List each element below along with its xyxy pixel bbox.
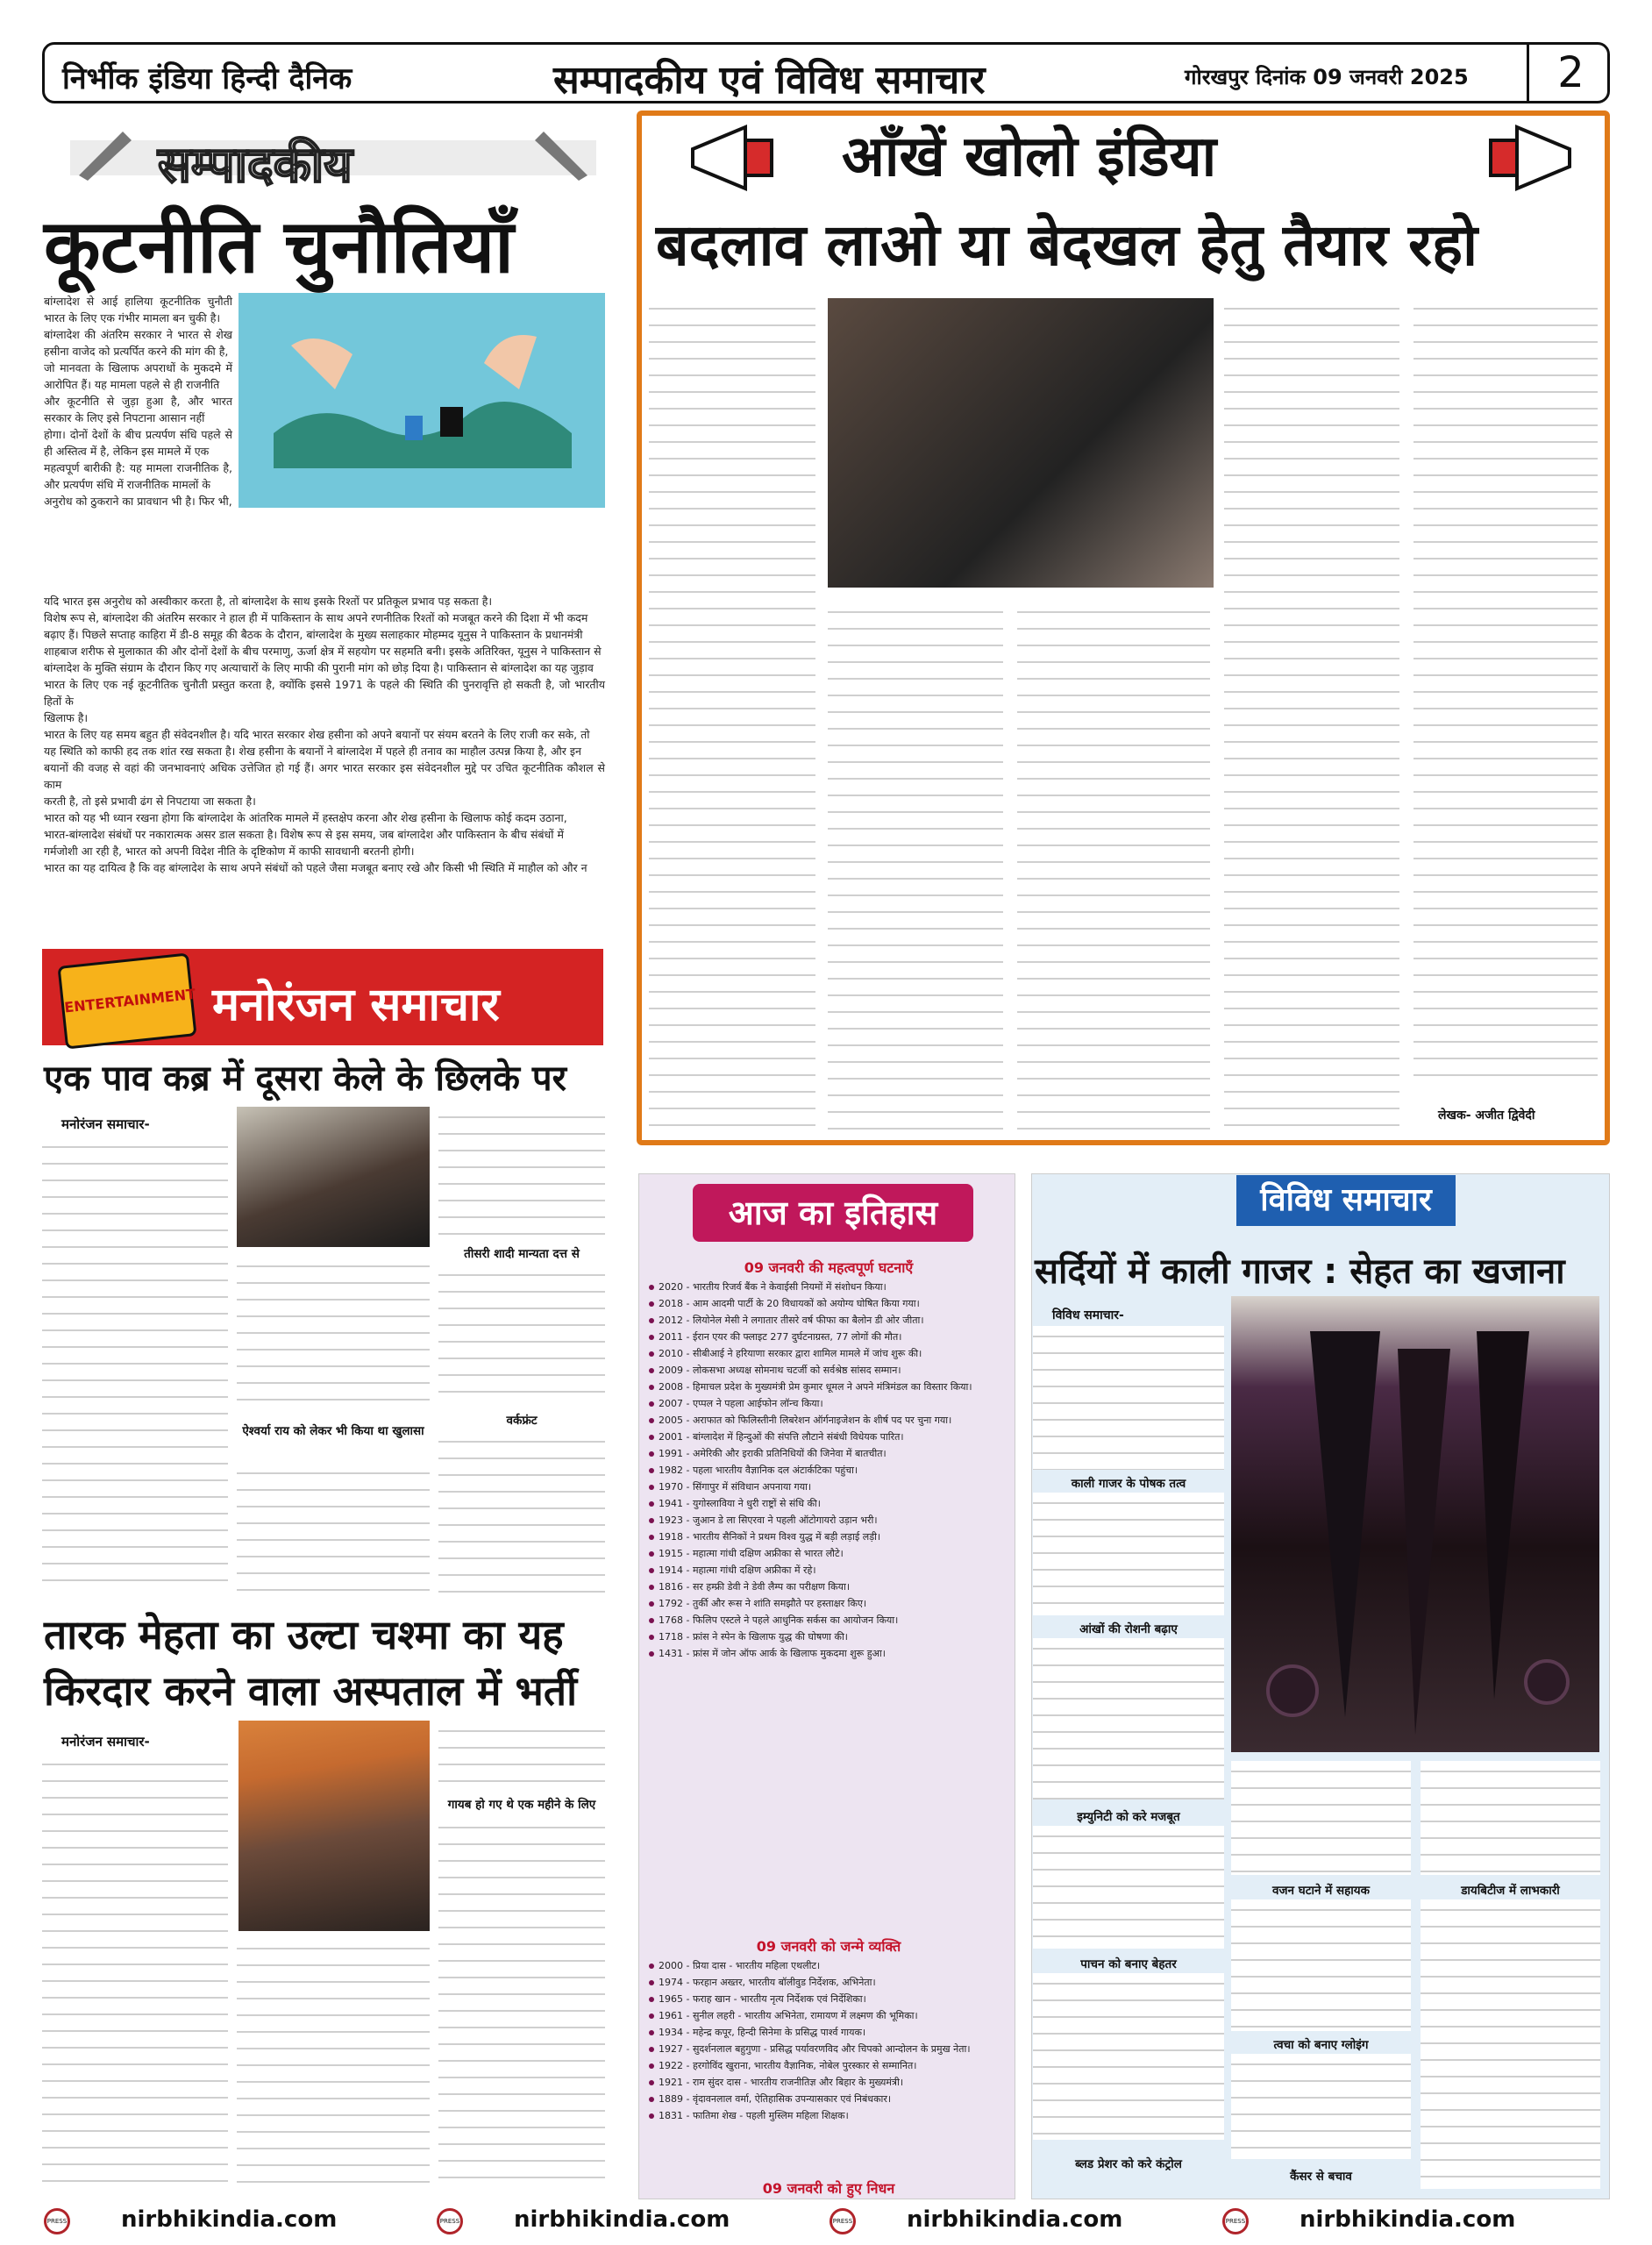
bullet-icon <box>649 2063 654 2069</box>
history-events-list <box>649 1280 1008 1664</box>
history-item-text: 2018 - आम आदमी पार्टी के 20 विधायकों को अयोग्य घोषित किया गया। <box>659 1298 920 1309</box>
history-item-text: 1923 - जुआन डे ला सिएरवा ने पहली ऑटोगायरो उड़ान भरी। <box>659 1514 878 1526</box>
editorial-line: बांग्लादेश की अंतरिम सरकार ने भारत से शेख हसीना वाजेद को प्रत्यर्पित करने की मांग की है, <box>44 328 232 358</box>
history-item-text: 1927 - सुदर्शनलाल बहुगुणा - प्रसिद्ध पर्यावरणविद और चिपको आन्दोलन के प्रमुख नेता। <box>659 2043 971 2055</box>
history-item-text: 2010 - सीबीआई ने हरियाणा सरकार द्वारा शामिल मामले में जांच शुरू की। <box>659 1348 922 1359</box>
editorial-wide-line: बयानों की वजह से वहां की जनभावनाएं अधिक उत्तेजित हो गई हैं। अगर भारत सरकार इस संवेदनशील मुद्दे पर उचित कूटनीतिक कौशल से काम <box>44 761 605 791</box>
aankhen-column-text <box>1413 298 1598 1087</box>
history-item-text: 2005 - अराफात को फिलिस्तीनी लिबरेशन ऑर्गनाइजेशन के शीर्ष पद पर चुना गया। <box>659 1415 952 1426</box>
article2-column-text <box>438 1817 605 2192</box>
carrot-illustration <box>1231 1296 1599 1752</box>
editorial-wide-line: यह स्थिति को काफी हद तक शांत रख सकता है। शेख हसीना के बयानों ने बांग्लादेश में पहले ही तनाव का माहौल उत्पन्न किया है, और इन <box>44 745 581 758</box>
article1-column-text <box>438 1107 605 1238</box>
history-item <box>649 1597 1008 1611</box>
history-item-text: 1431 - फ्रांस में जोन ऑफ आर्क के खिलाफ मुकदमा शुरू हुआ। <box>659 1648 886 1659</box>
actor-photo <box>237 1107 430 1247</box>
editorial-wide-line: भारत के लिए एक नई कूटनीतिक चुनौती प्रस्तुत करता है, क्योंकि इससे 1971 के पहले की स्थिति की पुनरावृत्ति हो सकती है, जो भारतीय हितों के <box>44 678 605 708</box>
bullet-icon <box>649 1401 654 1407</box>
editorial-line: अनुरोध को ठुकराने का प्रावधान भी है। फिर भी, <box>44 495 232 508</box>
bullet-icon <box>649 1651 654 1657</box>
editorial-wide-line: बढ़ाए हैं। पिछले सप्ताह काहिरा में डी-8 समूह की बैठक के दौरान, बांग्लादेश के मुख्य सलाहकार मोहम्मद यूनुस ने पाकिस्तान के प्रधानमंत्री <box>44 628 583 641</box>
bullet-icon <box>649 1551 654 1557</box>
bullet-icon <box>649 1568 654 1573</box>
history-item-text: 1889 - वृंदावनलाल वर्मा, ऐतिहासिक उपन्यासकार एवं निबंधकार। <box>659 2093 892 2105</box>
history-item <box>649 1464 1008 1478</box>
bullet-icon <box>649 2080 654 2085</box>
bullet-icon <box>649 1635 654 1640</box>
vividh-subhead: पाचन को बनाए बेहतर <box>1080 1957 1177 1971</box>
history-item <box>649 1564 1008 1578</box>
history-item-text: 1915 - महात्मा गांधी दक्षिण अफ्रीका से भारत लौटे। <box>659 1548 844 1559</box>
paper-name: निर्भीक इंडिया हिन्दी दैनिक <box>62 61 352 96</box>
article1-subhead: ऐश्वर्या राय को लेकर भी किया था खुलासा <box>242 1424 424 1438</box>
footer-site[interactable]: nirbhikindia.com <box>907 2206 1123 2233</box>
history-item <box>649 1297 1008 1311</box>
history-item <box>649 2059 1008 2073</box>
editorial-wide-line: भारत-बांग्लादेश संबंधों पर नकारात्मक असर डाल सकता है। विशेष रूप से इस समय, जब बांग्लादेश और पाकिस्तान के बीच संबंधों में <box>44 828 564 841</box>
history-item <box>649 1497 1008 1511</box>
history-item-text: 2007 - एप्पल ने पहला आईफोन लॉन्च किया। <box>659 1398 823 1409</box>
bullet-icon <box>649 1501 654 1507</box>
bullet-icon <box>649 2113 654 2119</box>
history-item <box>649 1580 1008 1594</box>
vividh-subhead: आंखों की रोशनी बढ़ाए <box>1079 1622 1178 1636</box>
editorial-wide-line: करती है, तो इसे प्रभावी ढंग से निपटाया जा सकता है। <box>44 795 256 808</box>
vividh-subhead: काली गाजर के पोषक तत्व <box>1071 1477 1186 1491</box>
history-item-text: 1918 - भारतीय सैनिकों ने प्रथम विश्व युद्ध में बड़ी लड़ाई लड़ी। <box>659 1531 881 1543</box>
editorial-wide-line: शाहबाज शरीफ से मुलाकात की और दोनों देशों के बीच परमाणु, ऊर्जा क्षेत्र में सहयोग पर सहमति बनी। इसके अतिरिक्त, यूनुस ने पाकिस्तान से <box>44 645 602 658</box>
footer-site[interactable]: nirbhikindia.com <box>514 2206 730 2233</box>
history-item-text: 2020 - भारतीय रिजर्व बैंक ने केवाईसी नियमों में संशोधन किया। <box>659 1281 887 1293</box>
editorial-line: और कूटनीति से जुड़ा हुआ है, और भारत सरकार के लिए इसे निपटाना आसान नहीं <box>44 395 232 424</box>
article1-headline: एक पाव कब्र में दूसरा केले के छिलके पर <box>44 1058 566 1099</box>
vividh-column-text <box>1421 1761 1600 1875</box>
vividh-subhead: डायबिटीज में लाभकारी <box>1461 1884 1560 1898</box>
editorial-wide-line: बांग्लादेश के मुक्ति संग्राम के दौरान किए गए अत्याचारों के लिए माफी की पुरानी मांग को छोड़ दिया है। पाकिस्तान से बांग्लादेश का यह जुड़ाव <box>44 661 594 674</box>
history-item-text: 1982 - पहला भारतीय वैज्ञानिक दल अंटार्कटिका पहुंचा। <box>659 1465 858 1476</box>
history-item <box>649 1530 1008 1544</box>
actor-photo-hospital <box>239 1721 430 1931</box>
history-events-heading: 09 जनवरी की महत्वपूर्ण घटनाएँ <box>744 1259 914 1276</box>
bullet-icon <box>649 1468 654 1473</box>
press-logo-icon: PRESS <box>830 2208 856 2234</box>
editorial-wide-line: भारत के लिए यह समय बहुत ही संवेदनशील है। यदि भारत सरकार शेख हसीना को अपने बयानों पर संयम बरतने के लिए राजी कर सके, तो <box>44 728 590 741</box>
vividh-column-text <box>1231 2054 1411 2159</box>
history-item-text: 1816 - सर हम्फ्री डेवी ने डेवी लैम्प का परीक्षण किया। <box>659 1581 851 1593</box>
history-item <box>649 1397 1008 1411</box>
vividh-column-text <box>1033 1638 1224 1800</box>
bullet-icon <box>649 1385 654 1390</box>
bullet-icon <box>649 2030 654 2035</box>
history-item <box>649 2042 1008 2056</box>
editorial-wide-line: भारत को यह भी ध्यान रखना होगा कि बांग्लादेश के आंतरिक मामले में हस्तक्षेप करना और शेख हसीना के खिलाफ कोई कदम उठाना, <box>44 811 567 824</box>
megaphone-icon <box>1482 123 1578 193</box>
history-item-text: 1974 - फरहान अख्तर, भारतीय बॉलीवुड निर्देशक, अभिनेता। <box>659 1977 876 1988</box>
editorial-line: बांग्लादेश से आई हालिया कूटनीतिक चुनौती भारत के लिए एक गंभीर मामला बन चुकी है। <box>44 295 232 324</box>
megaphone-icon <box>684 123 780 193</box>
history-births-heading: 09 जनवरी को जन्मे व्यक्ति <box>756 1938 901 1955</box>
history-item-text: 1965 - फराह खान - भारतीय नृत्य निर्देशक एवं निर्देशिका। <box>659 1993 866 2005</box>
bullet-icon <box>649 1980 654 1985</box>
black-carrot-photo <box>1231 1296 1599 1752</box>
article2-column-text <box>438 1721 605 1791</box>
vividh-column-text <box>1231 1761 1411 1875</box>
article1-column-text <box>438 1265 605 1405</box>
bullet-icon <box>649 1435 654 1440</box>
editorial-wide-line: विशेष रूप से, बांग्लादेश की अंतरिम सरकार ने हाल ही में पाकिस्तान के साथ अपने रणनीतिक रिश्तों को मजबूत करने की दिशा में भी कदम <box>44 611 588 624</box>
bullet-icon <box>649 2047 654 2052</box>
article2-column-text <box>42 1754 228 2192</box>
leaders-photo <box>828 298 1214 588</box>
vividh-byline: विविध समाचार- <box>1052 1308 1124 1322</box>
history-item-text: 1768 - फिलिप एस्टले ने पहले आधुनिक सर्कस का आयोजन किया। <box>659 1614 899 1626</box>
aankhen-author: लेखक- अजीत द्विवेदी <box>1438 1108 1535 1122</box>
entertainment-logo: ENTERTAINMENT <box>57 952 196 1049</box>
history-item <box>649 1314 1008 1328</box>
history-item-text: 1941 - युगोस्लाविया ने धुरी राष्ट्रों से संधि की। <box>659 1498 821 1509</box>
history-banner: आज का इतिहास <box>693 1184 973 1242</box>
history-item-text: 1831 - फातिमा शेख - पहली मुस्लिम महिला शिक्षक। <box>659 2110 849 2121</box>
history-item-text: 2008 - हिमाचल प्रदेश के मुख्यमंत्री प्रेम कुमार धूमल ने अपने मंत्रिमंडल का विस्तार किया। <box>659 1381 972 1393</box>
history-item <box>649 1992 1008 2006</box>
article2-headline: तारक मेहता का उल्टा चश्मा का यह किरदार करने वाला अस्पताल में भर्ती <box>44 1611 578 1714</box>
vividh-banner: विविध समाचार <box>1236 1175 1456 1226</box>
history-item-text: 1792 - तुर्की और रूस ने शांति समझौते पर हस्ताक्षर किए। <box>659 1598 867 1609</box>
history-item <box>649 1280 1008 1294</box>
editorial-wide-line: खिलाफ है। <box>44 711 89 724</box>
history-item <box>649 1547 1008 1561</box>
bullet-icon <box>649 1997 654 2002</box>
editorial-banner-word: सम्पादकीय <box>158 137 352 194</box>
chess-map-illustration <box>239 293 605 508</box>
editorial-wide-line: यदि भारत इस अनुरोध को अस्वीकार करता है, तो बांग्लादेश के साथ इसके रिश्तों पर प्रतिकूल प्रभाव पड़ सकता है। <box>44 595 493 608</box>
bullet-icon <box>649 1318 654 1323</box>
history-item <box>649 1330 1008 1344</box>
page-number: 2 <box>1527 42 1613 103</box>
history-item <box>649 1514 1008 1528</box>
aankhen-column-text <box>828 602 1003 1140</box>
history-item-text: 1922 - हरगोविंद खुराना, भारतीय वैज्ञानिक, नोबेल पुरस्कार से सम्मानित। <box>659 2060 917 2071</box>
history-deaths-heading: 09 जनवरी को हुए निधन <box>762 2180 895 2197</box>
history-item-text: 1718 - फ्रांस ने स्पेन के खिलाफ युद्ध की घोषणा की। <box>659 1631 848 1643</box>
aankhen-banner-title: आँखें खोलो इंडिया <box>842 125 1217 189</box>
masthead <box>42 42 1610 103</box>
history-item-text: 1991 - अमेरिकी और इराकी प्रतिनिधियों की जिनेवा में बातचीत। <box>659 1448 887 1459</box>
bullet-icon <box>649 2013 654 2019</box>
history-item <box>649 2092 1008 2106</box>
bullet-icon <box>649 1335 654 1340</box>
history-item-text: 1934 - महेन्द्र कपूर, हिन्दी सिनेमा के प्रसिद्ध पार्श्व गायक। <box>659 2027 866 2038</box>
article1-column-text <box>438 1431 605 1594</box>
footer-site[interactable]: nirbhikindia.com <box>1300 2206 1516 2233</box>
history-item <box>649 2109 1008 2123</box>
footer-site[interactable]: nirbhikindia.com <box>121 2206 338 2233</box>
article1-subhead: वर्कफ्रंट <box>506 1414 538 1428</box>
bullet-icon <box>649 1601 654 1607</box>
vividh-subhead: इम्युनिटी को करे मजबूत <box>1077 1810 1180 1824</box>
editorial-wide-line: भारत का यह दायित्व है कि वह बांग्लादेश के साथ अपने संबंधों को पहले जैसा मजबूत बनाए रखे और किसी भी स्थिति में माहौल को और न <box>44 861 587 874</box>
history-item-text: 1961 - सुनील लहरी - भारतीय अभिनेता, रामायण में लक्ष्मण की भूमिका। <box>659 2010 918 2021</box>
editorial-line: जो मानवता के खिलाफ अपराधों के मुकदमे में आरोपित हैं। यह मामला पहले से ही राजनीति <box>44 361 232 391</box>
press-logo-icon: PRESS <box>437 2208 463 2234</box>
article2-subhead: गायब हो गए थे एक महीने के लिए <box>447 1798 596 1812</box>
vividh-subhead: ब्लड प्रेशर को करे कंट्रोल <box>1075 2157 1182 2171</box>
bullet-icon <box>649 1618 654 1623</box>
aankhen-column-text <box>649 298 815 1140</box>
aankhen-headline: बदलाव लाओ या बेदखल हेतु तैयार रहो <box>656 211 1478 279</box>
diplomacy-image <box>239 293 605 508</box>
editorial-line: महत्वपूर्ण बारीकी है: यह मामला राजनीतिक है, और प्रत्यर्पण संधि में राजनीतिक मामलों के <box>44 461 232 491</box>
history-item <box>649 1959 1008 1973</box>
vividh-column-text <box>1231 1899 1411 2031</box>
history-item <box>649 1347 1008 1361</box>
article1-column-text <box>237 1256 430 1414</box>
bullet-icon <box>649 1301 654 1307</box>
history-item-text: 1970 - सिंगापुर में संविधान अपनाया गया। <box>659 1481 812 1493</box>
history-item <box>649 1447 1008 1461</box>
editorial-line: होगा। दोनों देशों के बीच प्रत्यर्पण संधि पहले से ही अस्तित्व में है, लेकिन इस मामले में एक <box>44 428 232 458</box>
press-logo-icon: PRESS <box>44 2208 70 2234</box>
history-item-text: 2012 - लियोनेल मेसी ने लगातार तीसरे वर्ष फीफा का बैलोन डी ओर जीता। <box>659 1315 924 1326</box>
article2-byline: मनोरंजन समाचार- <box>61 1734 150 1750</box>
editorial-headline: कूटनीति चुनौतियाँ <box>44 203 514 289</box>
article2-column-text <box>237 1938 430 2192</box>
history-item <box>649 1430 1008 1444</box>
bullet-icon <box>649 2097 654 2102</box>
vividh-column-text <box>1421 1899 1600 2189</box>
vividh-column-text <box>1033 1826 1224 1949</box>
bullet-icon <box>649 1518 654 1523</box>
vividh-subhead: वजन घटाने में सहायक <box>1272 1884 1370 1898</box>
aankhen-column-text <box>1017 602 1210 1140</box>
history-item-text: 2001 - बांग्लादेश में हिन्दुओं की संपत्ति लौटाने संबंधी विधेयक पारित। <box>659 1431 904 1443</box>
vividh-column-text <box>1033 1326 1224 1470</box>
history-item <box>649 1630 1008 1644</box>
editorial-wide-line: गर्मजोशी आ रही है, भारत को अपनी विदेश नीति के दृष्टिकोण में काफी सावधानी बरतनी होगी। <box>44 845 415 858</box>
bullet-icon <box>649 1585 654 1590</box>
history-item <box>649 1976 1008 1990</box>
article1-column-text <box>237 1463 430 1594</box>
vividh-column-text <box>1033 1493 1224 1615</box>
bullet-icon <box>649 1351 654 1357</box>
date-line: गोरखपुर दिनांक 09 जनवरी 2025 <box>1185 65 1469 89</box>
history-item <box>649 2026 1008 2040</box>
vividh-headline: सर्दियों में काली गाजर : सेहत का खजाना <box>1035 1251 1565 1292</box>
vividh-subhead: त्वचा को बनाए ग्लोइंग <box>1273 2038 1369 2052</box>
history-item-text: 2009 - लोकसभा अध्यक्ष सोमनाथ चटर्जी को सर्वश्रेष्ठ सांसद सम्मान। <box>659 1365 901 1376</box>
entertainment-banner-title: मनोरंजन समाचार <box>212 979 500 1031</box>
bullet-icon <box>649 1418 654 1423</box>
article1-byline: मनोरंजन समाचार- <box>61 1116 150 1132</box>
vividh-subhead: कैंसर से बचाव <box>1290 2170 1352 2184</box>
history-item <box>649 1614 1008 1628</box>
bullet-icon <box>649 1535 654 1540</box>
bullet-icon <box>649 1451 654 1457</box>
editorial-banner <box>61 123 605 194</box>
history-item-text: 2011 - ईरान एयर की फ्लाइट 277 दुर्घटनाग्रस्त, 77 लोगों की मौत। <box>659 1331 902 1343</box>
article1-subhead: तीसरी शादी मान्यता दत्त से <box>464 1247 580 1261</box>
bullet-icon <box>649 1485 654 1490</box>
vividh-column-text <box>1033 1973 1224 2140</box>
history-item-text: 1921 - राम सुंदर दास - भारतीय राजनीतिज्ञ और बिहार के मुख्यमंत्री। <box>659 2077 904 2088</box>
history-item-text: 2000 - प्रिया दास - भारतीय महिला एथलीट। <box>659 1960 821 1971</box>
bullet-icon <box>649 1368 654 1373</box>
history-item <box>649 2009 1008 2023</box>
history-item <box>649 1647 1008 1661</box>
article1-column-text <box>42 1137 228 1593</box>
aankhen-column-text <box>1224 298 1399 1140</box>
bullet-icon <box>649 1285 654 1290</box>
history-item <box>649 2076 1008 2090</box>
section-title: सम्पादकीय एवं विविध समाचार <box>553 58 986 103</box>
history-item <box>649 1414 1008 1428</box>
footer <box>0 2201 1652 2245</box>
history-item-text: 1914 - महात्मा गांधी दक्षिण अफ्रीका में रहे। <box>659 1564 816 1576</box>
history-item <box>649 1380 1008 1394</box>
bullet-icon <box>649 1963 654 1969</box>
history-item <box>649 1364 1008 1378</box>
press-logo-icon: PRESS <box>1222 2208 1249 2234</box>
history-item <box>649 1480 1008 1494</box>
history-births-list <box>649 1959 1008 2126</box>
